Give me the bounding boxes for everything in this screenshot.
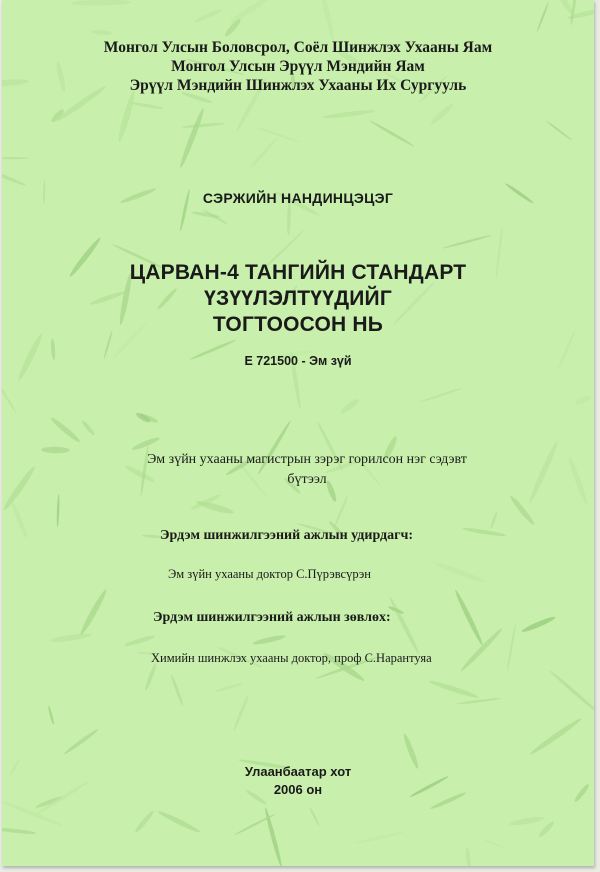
paper-fiber <box>483 838 507 849</box>
paper-fiber <box>249 137 278 170</box>
paper-fiber <box>354 831 405 845</box>
ministry-of-health: Монгол Улсын Эрүүл Мэндийн Яам <box>171 58 425 75</box>
institution-header <box>2 38 594 95</box>
paper-fiber <box>462 527 506 538</box>
title-line-1: ЦАРВАН-4 ТАНГИЙН СТАНДАРТ <box>129 261 467 284</box>
advisor-name: Химийн шинжлэх ухааны доктор, проф С.Нарантуяа <box>151 651 432 665</box>
paper-fiber <box>521 615 557 634</box>
paper-fiber <box>50 632 92 644</box>
paper-fiber <box>252 634 286 647</box>
paper-fiber <box>178 107 206 168</box>
city: Улаанбаатар хот <box>244 764 352 779</box>
paper-fiber <box>182 122 225 129</box>
paper-fiber <box>92 30 112 36</box>
paper-fiber <box>49 416 81 444</box>
paper-fiber <box>309 807 320 826</box>
paper-fiber <box>194 8 223 24</box>
paper-fiber <box>548 669 594 714</box>
paper-fiber <box>47 705 55 725</box>
paper-fiber <box>388 596 421 655</box>
paper-fiber <box>506 623 517 672</box>
paper-fiber <box>2 827 36 835</box>
paper-fiber <box>465 847 471 866</box>
paper-fiber <box>419 387 462 403</box>
paper-fiber <box>2 157 29 159</box>
paper-fiber <box>567 456 589 505</box>
paper-fiber <box>453 589 484 646</box>
paper-fiber <box>536 1 550 32</box>
ministry-of-education: Монгол Улсын Боловсрол, Соёл Шинжлэх Ухааны Яам <box>103 39 493 56</box>
paper-fiber <box>546 120 572 140</box>
paper-fiber <box>255 126 300 143</box>
paper-fiber <box>490 512 498 529</box>
paper-fiber <box>433 561 486 585</box>
paper-fiber <box>56 494 60 527</box>
paper-fiber <box>202 209 228 226</box>
paper-fiber <box>63 728 99 756</box>
university-name: Эрүүл Мэндийн Шинжлэх Ухааны Их Сургууль <box>129 77 467 94</box>
paper-fiber <box>263 807 283 866</box>
paper-fiber <box>442 234 491 249</box>
paper-fiber <box>229 0 271 25</box>
paper-fiber <box>195 499 234 516</box>
place-and-year <box>2 763 594 799</box>
paper-fiber <box>459 627 504 673</box>
paper-fiber <box>529 716 583 756</box>
paper-fiber <box>537 820 555 839</box>
specialty-code: Е 721500 - Эм зүй <box>244 354 352 368</box>
author-name: СЭРЖИЙН НАНДИНЦЭЦЭГ <box>202 190 394 206</box>
paper-fiber <box>509 815 545 827</box>
thesis-title <box>2 260 594 338</box>
paper-fiber <box>81 419 96 436</box>
paper-fiber <box>428 679 479 700</box>
paper-fiber <box>71 0 131 6</box>
paper-fiber <box>574 394 592 407</box>
title-line-2: ҮЗҮҮЛЭЛТҮҮДИЙГ <box>204 287 392 310</box>
paper-fiber <box>339 397 361 415</box>
paper-fiber <box>214 682 244 694</box>
paper-fiber <box>157 809 201 834</box>
supervisor-label: Эрдэм шинжилгээний ажлын удирдагч: <box>160 528 414 543</box>
paper-fiber <box>429 102 455 126</box>
year: 2006 он <box>273 782 323 797</box>
paper-fiber <box>369 119 415 147</box>
paper-fiber <box>318 0 336 43</box>
paper-fiber <box>232 695 249 731</box>
paper-fiber <box>78 588 108 636</box>
advisor-label: Эрдэм шинжилгээний ажлын зөвлөх: <box>153 610 391 625</box>
degree-description: Эм зүйн ухааны магистрын зэрэг горилсон нэг сэдэвт бүтээл <box>147 452 467 487</box>
paper-fiber <box>527 440 560 504</box>
title-line-3: ТОГТООСОН НЬ <box>212 313 384 336</box>
supervisor-name: Эм зүйн ухааны доктор С.Пүрэвсүрэн <box>168 567 371 581</box>
paper-fiber <box>322 109 375 120</box>
paper-fiber <box>2 367 17 414</box>
paper-fiber <box>2 166 27 187</box>
paper-fiber <box>116 89 137 142</box>
paper-fiber <box>124 634 156 648</box>
paper-fiber <box>456 697 501 705</box>
paper-texture <box>2 0 594 866</box>
cover-page <box>2 0 594 866</box>
paper-fiber <box>2 465 37 512</box>
paper-fiber <box>41 447 70 454</box>
paper-fiber <box>133 809 155 834</box>
paper-fiber <box>10 501 29 539</box>
paper-fiber <box>144 662 158 691</box>
paper-fiber <box>170 674 184 707</box>
paper-fiber <box>131 101 164 110</box>
